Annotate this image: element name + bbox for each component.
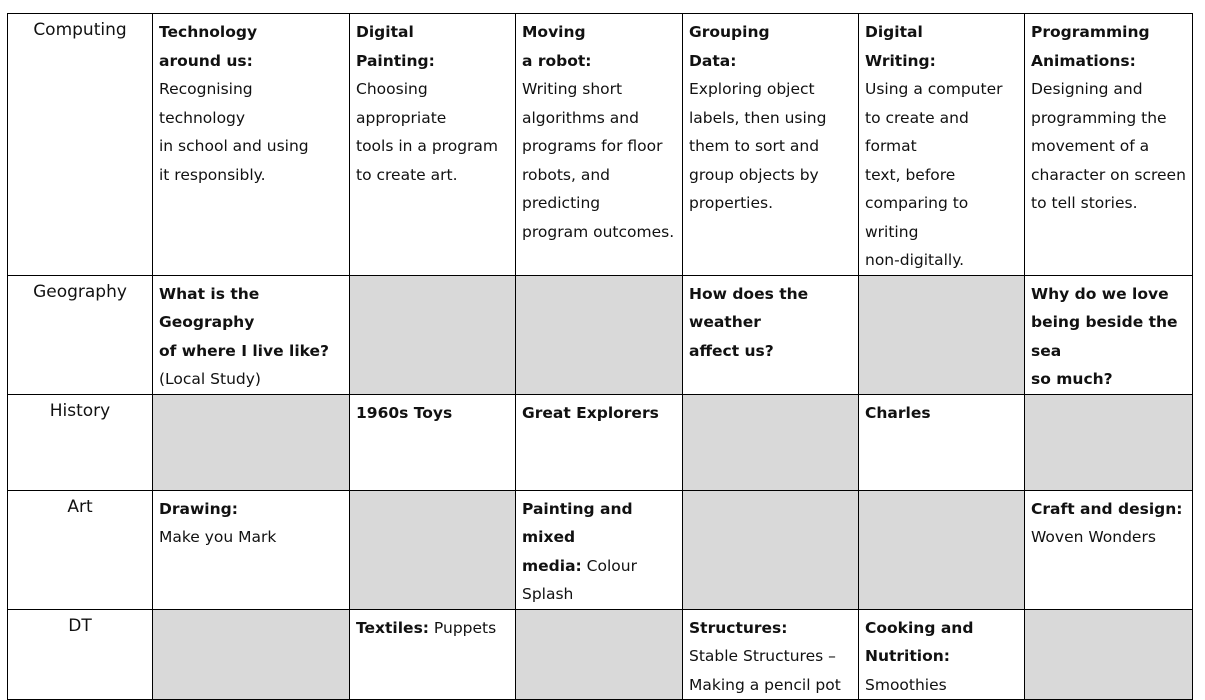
dt-textiles xyxy=(350,609,516,700)
cell-text: Choosing appropriate xyxy=(356,80,447,127)
cell-text: Recognising technology xyxy=(159,80,253,127)
empty-cell xyxy=(859,490,1025,609)
computing-technology-around-us xyxy=(153,14,350,276)
cell-title: media: xyxy=(522,556,582,575)
cell-line xyxy=(356,614,509,643)
art-row xyxy=(8,490,1193,609)
cell-text: Making a pencil pot xyxy=(689,675,841,694)
history-charles xyxy=(859,394,1025,490)
empty-cell xyxy=(683,394,859,490)
cell-text: (Local Study) xyxy=(159,370,261,388)
cell-title: affect us? xyxy=(689,341,774,360)
art-painting-mixed-media xyxy=(516,490,683,609)
empty-cell xyxy=(350,275,516,394)
cell-text: them to sort and xyxy=(689,137,820,155)
empty-cell xyxy=(153,394,350,490)
cell-title: Moving xyxy=(522,23,586,41)
dt-cooking-and-nutrition xyxy=(859,609,1025,700)
subject-geography: Geography xyxy=(8,275,153,394)
cell-title: Painting and mixed xyxy=(522,499,633,546)
cell-title: Structures: xyxy=(689,618,788,637)
cell-text: non-digitally. xyxy=(865,251,965,269)
cell-title: so much? xyxy=(1031,370,1113,388)
cell-title: Nutrition: xyxy=(865,647,950,665)
subject-art: Art xyxy=(8,490,153,609)
empty-cell xyxy=(683,490,859,609)
cell-text: it responsibly. xyxy=(159,165,266,184)
computing-programming-animations xyxy=(1025,14,1193,276)
cell-title: Cooking and xyxy=(865,618,974,637)
cell-text: Colour Splash xyxy=(522,556,637,603)
cell-title: Digital xyxy=(356,23,414,41)
empty-cell xyxy=(516,609,683,700)
cell-title: 1960s Toys xyxy=(356,403,453,422)
cell-title: Data: xyxy=(689,51,737,70)
cell-text: properties. xyxy=(689,194,774,212)
cell-text: comparing to writing xyxy=(865,194,969,241)
dt-structures xyxy=(683,609,859,700)
cell-text: programs for floor xyxy=(522,137,663,155)
cell-text: movement of a xyxy=(1031,137,1150,155)
geography-local-study xyxy=(153,275,350,394)
cell-text: to create art. xyxy=(356,165,458,184)
cell-title: Animations: xyxy=(1031,51,1136,70)
dt-row xyxy=(8,609,1193,700)
history-1960s-toys xyxy=(350,394,516,490)
cell-text: Smoothies xyxy=(865,675,947,694)
cell-title: Craft and design: xyxy=(1031,499,1183,518)
subject-dt: DT xyxy=(8,609,153,700)
cell-text: Exploring object xyxy=(689,80,815,98)
cell-title: Charles xyxy=(865,403,931,422)
cell-text: group objects by xyxy=(689,165,819,184)
cell-text: Writing short xyxy=(522,80,623,98)
cell-text: text, before xyxy=(865,165,956,184)
cell-title: Digital xyxy=(865,23,923,41)
empty-cell xyxy=(350,490,516,609)
cell-text: program outcomes. xyxy=(522,222,675,241)
cell-title: Writing: xyxy=(865,51,936,70)
empty-cell xyxy=(1025,609,1193,700)
cell-title: Great Explorers xyxy=(522,403,659,422)
computing-digital-writing xyxy=(859,14,1025,276)
geography-weather xyxy=(683,275,859,394)
empty-cell xyxy=(516,275,683,394)
cell-text: programming the xyxy=(1031,108,1167,127)
curriculum-table xyxy=(7,13,1193,700)
geography-beside-the-sea xyxy=(1025,275,1193,394)
history-great-explorers xyxy=(516,394,683,490)
cell-title: Why do we love xyxy=(1031,284,1169,303)
cell-text: Make you Mark xyxy=(159,528,277,546)
cell-title: around us: xyxy=(159,51,253,70)
subject-history: History xyxy=(8,394,153,490)
history-row xyxy=(8,394,1193,490)
cell-text: to tell stories. xyxy=(1031,194,1138,212)
computing-digital-painting xyxy=(350,14,516,276)
cell-title: of where I live like? xyxy=(159,341,330,360)
subject-computing: Computing xyxy=(8,14,153,276)
cell-text: robots, and predicting xyxy=(522,165,611,212)
cell-title: Painting: xyxy=(356,51,435,70)
cell-title: a robot: xyxy=(522,51,592,70)
cell-title: Technology xyxy=(159,23,258,41)
cell-title: being beside the sea xyxy=(1031,313,1178,360)
cell-title: How does the weather xyxy=(689,284,809,331)
empty-cell xyxy=(859,275,1025,394)
cell-text: algorithms and xyxy=(522,108,639,127)
cell-text: Stable Structures – xyxy=(689,647,836,665)
cell-title: Programming xyxy=(1031,23,1150,41)
empty-cell xyxy=(153,609,350,700)
cell-text: Designing and xyxy=(1031,80,1143,98)
computing-row xyxy=(8,14,1193,276)
cell-text: character on screen xyxy=(1031,165,1186,184)
computing-moving-a-robot xyxy=(516,14,683,276)
cell-line xyxy=(522,552,676,609)
cell-text: tools in a program xyxy=(356,137,498,155)
cell-text: to create and format xyxy=(865,108,969,155)
cell-title: Grouping xyxy=(689,23,770,41)
cell-text: in school and using xyxy=(159,137,309,155)
cell-text: labels, then using xyxy=(689,108,827,127)
art-drawing xyxy=(153,490,350,609)
cell-title: Textiles: xyxy=(356,618,429,637)
cell-text: Woven Wonders xyxy=(1031,528,1156,546)
geography-row xyxy=(8,275,1193,394)
cell-text: Puppets xyxy=(429,618,497,637)
cell-title: What is the Geography xyxy=(159,284,260,331)
computing-grouping-data xyxy=(683,14,859,276)
empty-cell xyxy=(1025,394,1193,490)
cell-title: Drawing: xyxy=(159,499,238,518)
cell-text: Using a computer xyxy=(865,80,1003,98)
art-craft-and-design xyxy=(1025,490,1193,609)
